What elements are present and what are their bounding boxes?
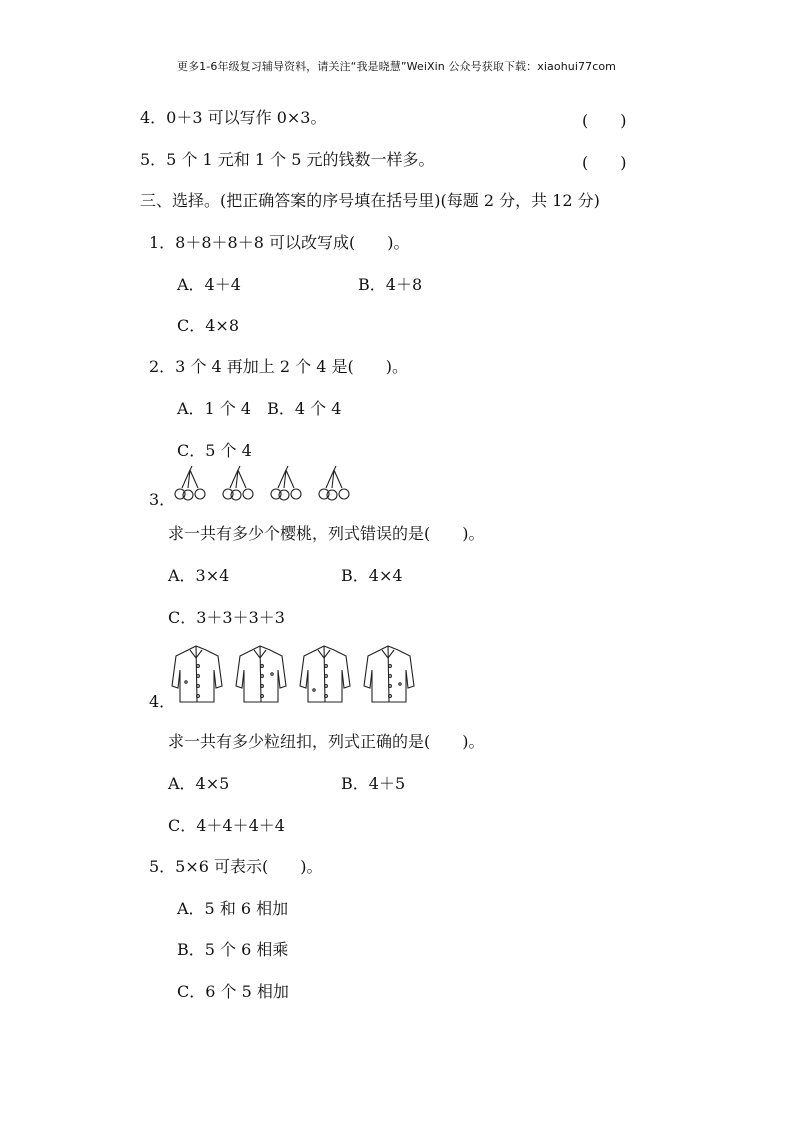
option-b[interactable]: B．4＋5 bbox=[341, 774, 406, 793]
judge-item-5: 5．5 个 1 元和 1 个 5 元的钱数一样多。 bbox=[140, 150, 435, 169]
cherry-pairs-icon bbox=[172, 466, 356, 506]
question-1-stem: 1．8＋8＋8＋8 可以改写成( )。 bbox=[149, 233, 410, 252]
option-a-b[interactable]: A．1 个 4 B．4 个 4 bbox=[177, 399, 342, 418]
answer-bracket[interactable]: ( ) bbox=[582, 153, 627, 172]
option-a[interactable]: A．5 和 6 相加 bbox=[177, 899, 289, 918]
question-2-stem: 2．3 个 4 再加上 2 个 4 是( )。 bbox=[149, 357, 408, 376]
shirts-picture bbox=[172, 644, 422, 706]
option-b[interactable]: B．4＋8 bbox=[358, 275, 423, 294]
judge-item-4: 4．0＋3 可以写作 0×3。 bbox=[140, 108, 327, 127]
section-title: 三、选择。(把正确答案的序号填在括号里)(每题 2 分，共 12 分) bbox=[140, 191, 600, 210]
option-b[interactable]: B．5 个 6 相乘 bbox=[177, 940, 289, 959]
option-c[interactable]: C．4＋4＋4＋4 bbox=[168, 816, 285, 835]
answer-bracket[interactable]: ( ) bbox=[582, 111, 627, 130]
option-c[interactable]: C．6 个 5 相加 bbox=[177, 982, 289, 1001]
shirt-icon bbox=[364, 646, 414, 702]
option-a[interactable]: A．4×5 bbox=[168, 774, 230, 793]
question-4-number: 4． bbox=[149, 692, 176, 711]
option-c[interactable]: C．3＋3＋3＋3 bbox=[168, 608, 285, 627]
cherry-icon bbox=[175, 466, 205, 500]
question-5-stem: 5．5×6 可表示( )。 bbox=[149, 857, 323, 876]
shirt-icon bbox=[172, 646, 222, 702]
cherry-icon bbox=[319, 466, 349, 500]
cherry-icon bbox=[223, 466, 253, 500]
question-4-stem: 求一共有多少粒纽扣，列式正确的是( )。 bbox=[168, 732, 485, 751]
option-a[interactable]: A．3×4 bbox=[168, 566, 230, 585]
question-3-stem: 求一共有多少个樱桃，列式错误的是( )。 bbox=[168, 524, 485, 543]
shirt-icon bbox=[300, 646, 350, 702]
option-c[interactable]: C．4×8 bbox=[177, 316, 240, 335]
cherry-icon bbox=[271, 466, 301, 500]
shirt-icon bbox=[236, 646, 286, 702]
option-a[interactable]: A．4＋4 bbox=[177, 275, 241, 294]
option-b[interactable]: B．4×4 bbox=[341, 566, 403, 585]
question-3-number: 3． bbox=[149, 490, 176, 509]
page-header: 更多1-6年级复习辅导资料，请关注“我是晓慧”WeiXin 公众号获取下载：xiaohui77com bbox=[176, 60, 616, 73]
option-c[interactable]: C．5 个 4 bbox=[177, 441, 252, 460]
